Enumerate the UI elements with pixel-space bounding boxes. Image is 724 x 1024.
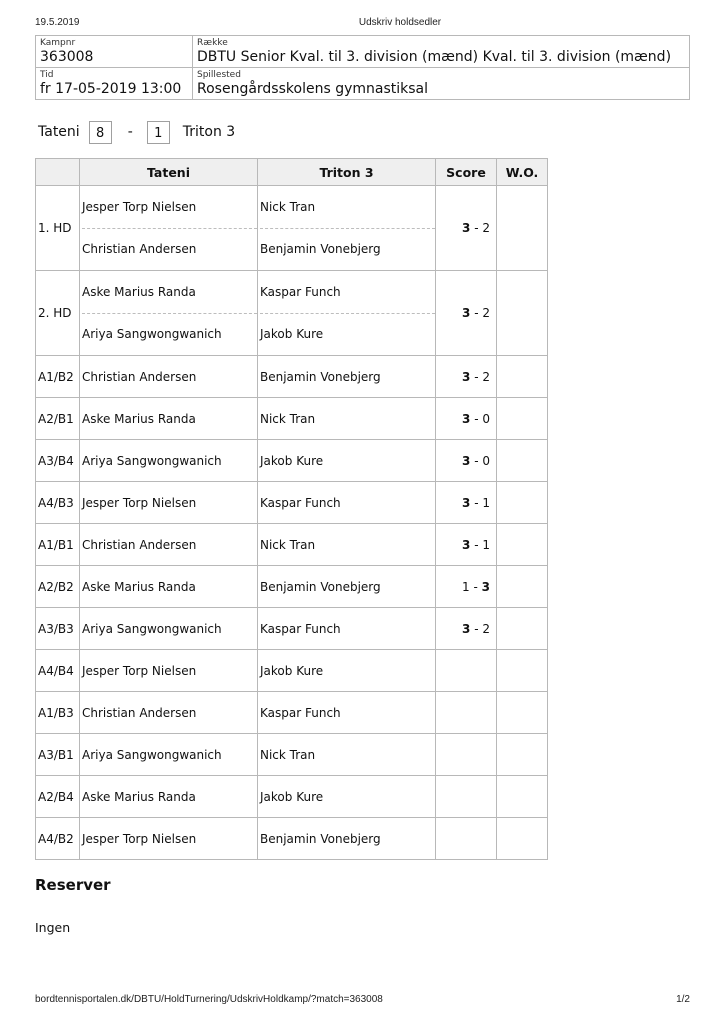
- score-away: 1: [482, 537, 490, 552]
- score-sep: -: [470, 495, 483, 510]
- table-row: [36, 440, 548, 482]
- header-away: Triton 3: [258, 159, 436, 186]
- wo-cell: [497, 608, 548, 650]
- print-date: 19.5.2019: [35, 17, 80, 28]
- score-sep: -: [470, 221, 483, 235]
- table-row: [36, 734, 548, 776]
- away-player-name: Nick Tran: [258, 734, 436, 776]
- wo-cell: [497, 524, 548, 566]
- reserves-heading: Reserver: [35, 876, 111, 894]
- home-player-name: Aske Marius Randa: [80, 776, 258, 818]
- score-sep: -: [470, 453, 483, 468]
- match-code: A1/B1: [36, 524, 80, 566]
- away-player-name: Benjamin Vonebjerg: [258, 566, 436, 608]
- score-away: 0: [482, 453, 490, 468]
- score-sep: -: [470, 411, 483, 426]
- home-player-name: Christian Andersen: [80, 356, 258, 398]
- match-table: [35, 158, 548, 860]
- away-player-name: Nick Tran: [258, 524, 436, 566]
- table-row: [36, 608, 548, 650]
- home-player-name: Ariya Sangwongwanich: [80, 440, 258, 482]
- match-code: 2. HD: [36, 271, 80, 356]
- score-cell: [436, 398, 497, 440]
- score-home: 1: [462, 579, 470, 594]
- score-away: 2: [482, 221, 490, 235]
- header-home: Tateni: [80, 159, 258, 186]
- result-separator: -: [127, 124, 133, 140]
- away-player-name: Jakob Kure: [258, 776, 436, 818]
- score-cell: [436, 650, 497, 692]
- kampnr-value: 363008: [40, 49, 94, 65]
- home-pair: [82, 271, 257, 355]
- home-player-name: Ariya Sangwongwanich: [82, 327, 222, 342]
- score-sep: -: [470, 621, 483, 636]
- match-code: A2/B2: [36, 566, 80, 608]
- wo-cell: [497, 566, 548, 608]
- table-row: [36, 524, 548, 566]
- header-code: [36, 159, 80, 186]
- away-player-name: Jakob Kure: [258, 650, 436, 692]
- score-home: 3: [462, 411, 471, 426]
- home-team-name: Tateni: [38, 124, 80, 140]
- away-pair: [260, 271, 435, 355]
- wo-cell: [497, 818, 548, 860]
- away-player-name: Nick Tran: [258, 398, 436, 440]
- match-code: A3/B1: [36, 734, 80, 776]
- home-player-name: Aske Marius Randa: [80, 398, 258, 440]
- score-away: 2: [482, 621, 490, 636]
- wo-cell: [497, 482, 548, 524]
- home-player-name: Jesper Torp Nielsen: [80, 818, 258, 860]
- home-player-name: Christian Andersen: [82, 242, 197, 257]
- match-result: [38, 120, 235, 144]
- score-cell: [436, 271, 497, 356]
- home-player-name: Jesper Torp Nielsen: [82, 186, 257, 229]
- reserves-text: Ingen: [35, 920, 71, 935]
- table-row: [36, 356, 548, 398]
- home-player-name: Christian Andersen: [80, 524, 258, 566]
- score-home: 3: [462, 621, 471, 636]
- table-row: [36, 398, 548, 440]
- home-players-cell: [80, 186, 258, 271]
- score-home: 3: [462, 369, 471, 384]
- footer-url: bordtennisportalen.dk/DBTU/HoldTurnering/UdskrivHoldkamp/?match=363008: [35, 994, 383, 1005]
- home-players-cell: [80, 271, 258, 356]
- spillested-value: Rosengårdsskolens gymnastiksal: [197, 81, 428, 97]
- score-cell: [436, 776, 497, 818]
- table-row: [36, 650, 548, 692]
- table-row: [36, 818, 548, 860]
- score-cell: [436, 356, 497, 398]
- home-pair: [82, 186, 257, 270]
- raekke-cell: [193, 36, 690, 68]
- score-cell: [436, 482, 497, 524]
- table-row: [36, 482, 548, 524]
- match-code: A4/B4: [36, 650, 80, 692]
- header-wo: W.O.: [497, 159, 548, 186]
- home-player-name: Ariya Sangwongwanich: [80, 608, 258, 650]
- score-sep: -: [470, 537, 483, 552]
- table-row: [36, 776, 548, 818]
- away-player-name: Jakob Kure: [258, 440, 436, 482]
- table-row: [36, 692, 548, 734]
- score-sep: -: [469, 579, 482, 594]
- away-player-name: Kaspar Funch: [260, 271, 435, 314]
- table-row: [36, 271, 548, 356]
- wo-cell: [497, 776, 548, 818]
- score-cell: [436, 524, 497, 566]
- score-away: 2: [482, 306, 490, 320]
- wo-cell: [497, 692, 548, 734]
- score-home: 3: [462, 221, 471, 235]
- score-away: 3: [481, 579, 490, 594]
- match-code: 1. HD: [36, 186, 80, 271]
- footer-page: 1/2: [676, 994, 690, 1005]
- kampnr-label: Kampnr: [40, 38, 76, 48]
- home-player-name: Aske Marius Randa: [82, 271, 257, 314]
- score-away: 0: [482, 411, 490, 426]
- print-title: Udskriv holdsedler: [358, 17, 442, 28]
- match-code: A1/B2: [36, 356, 80, 398]
- kampnr-cell: [36, 36, 193, 68]
- away-player-name: Benjamin Vonebjerg: [258, 818, 436, 860]
- table-header-row: [36, 159, 548, 186]
- away-score-box: 1: [147, 121, 170, 144]
- tid-value: fr 17-05-2019 13:00: [40, 81, 182, 97]
- wo-cell: [497, 650, 548, 692]
- raekke-label: Række: [197, 38, 228, 48]
- score-sep: -: [470, 306, 483, 320]
- header-score: Score: [436, 159, 497, 186]
- away-player-name: Nick Tran: [260, 186, 435, 229]
- wo-cell: [497, 398, 548, 440]
- home-player-name: Ariya Sangwongwanich: [80, 734, 258, 776]
- match-code: A1/B3: [36, 692, 80, 734]
- away-player-name: Kaspar Funch: [258, 692, 436, 734]
- away-pair: [260, 186, 435, 270]
- spillested-cell: [193, 68, 690, 100]
- wo-cell: [497, 734, 548, 776]
- score-cell: [436, 440, 497, 482]
- away-player-name: Benjamin Vonebjerg: [258, 356, 436, 398]
- home-player-name: Aske Marius Randa: [80, 566, 258, 608]
- match-code: A2/B1: [36, 398, 80, 440]
- home-score-box: 8: [89, 121, 112, 144]
- away-player-name: Kaspar Funch: [258, 608, 436, 650]
- home-player-name: Christian Andersen: [80, 692, 258, 734]
- score-sep: -: [470, 369, 483, 384]
- match-code: A4/B2: [36, 818, 80, 860]
- spillested-label: Spillested: [197, 70, 241, 80]
- home-player-name: Jesper Torp Nielsen: [80, 650, 258, 692]
- away-players-cell: [258, 271, 436, 356]
- wo-cell: [497, 271, 548, 356]
- score-cell: [436, 692, 497, 734]
- tid-cell: [36, 68, 193, 100]
- wo-cell: [497, 356, 548, 398]
- score-away: 1: [482, 495, 490, 510]
- score-home: 3: [462, 495, 471, 510]
- home-player-name: Jesper Torp Nielsen: [80, 482, 258, 524]
- away-team-name: Triton 3: [182, 124, 236, 140]
- tid-label: Tid: [40, 70, 54, 80]
- score-cell: [436, 566, 497, 608]
- away-player-name: Benjamin Vonebjerg: [260, 242, 381, 257]
- score-cell: [436, 818, 497, 860]
- match-code: A4/B3: [36, 482, 80, 524]
- score-home: 3: [462, 306, 471, 320]
- table-row: [36, 186, 548, 271]
- match-code: A2/B4: [36, 776, 80, 818]
- score-home: 3: [462, 537, 471, 552]
- score-home: 3: [462, 453, 471, 468]
- away-player-name: Jakob Kure: [260, 327, 324, 342]
- score-away: 2: [482, 369, 490, 384]
- raekke-value: DBTU Senior Kval. til 3. division (mænd) Kval. til 3. division (mænd): [197, 49, 672, 65]
- score-cell: [436, 734, 497, 776]
- wo-cell: [497, 186, 548, 271]
- match-info-table: [35, 35, 690, 100]
- score-cell: [436, 608, 497, 650]
- away-players-cell: [258, 186, 436, 271]
- away-player-name: Kaspar Funch: [258, 482, 436, 524]
- match-code: A3/B3: [36, 608, 80, 650]
- match-code: A3/B4: [36, 440, 80, 482]
- score-cell: [436, 186, 497, 271]
- table-row: [36, 566, 548, 608]
- wo-cell: [497, 440, 548, 482]
